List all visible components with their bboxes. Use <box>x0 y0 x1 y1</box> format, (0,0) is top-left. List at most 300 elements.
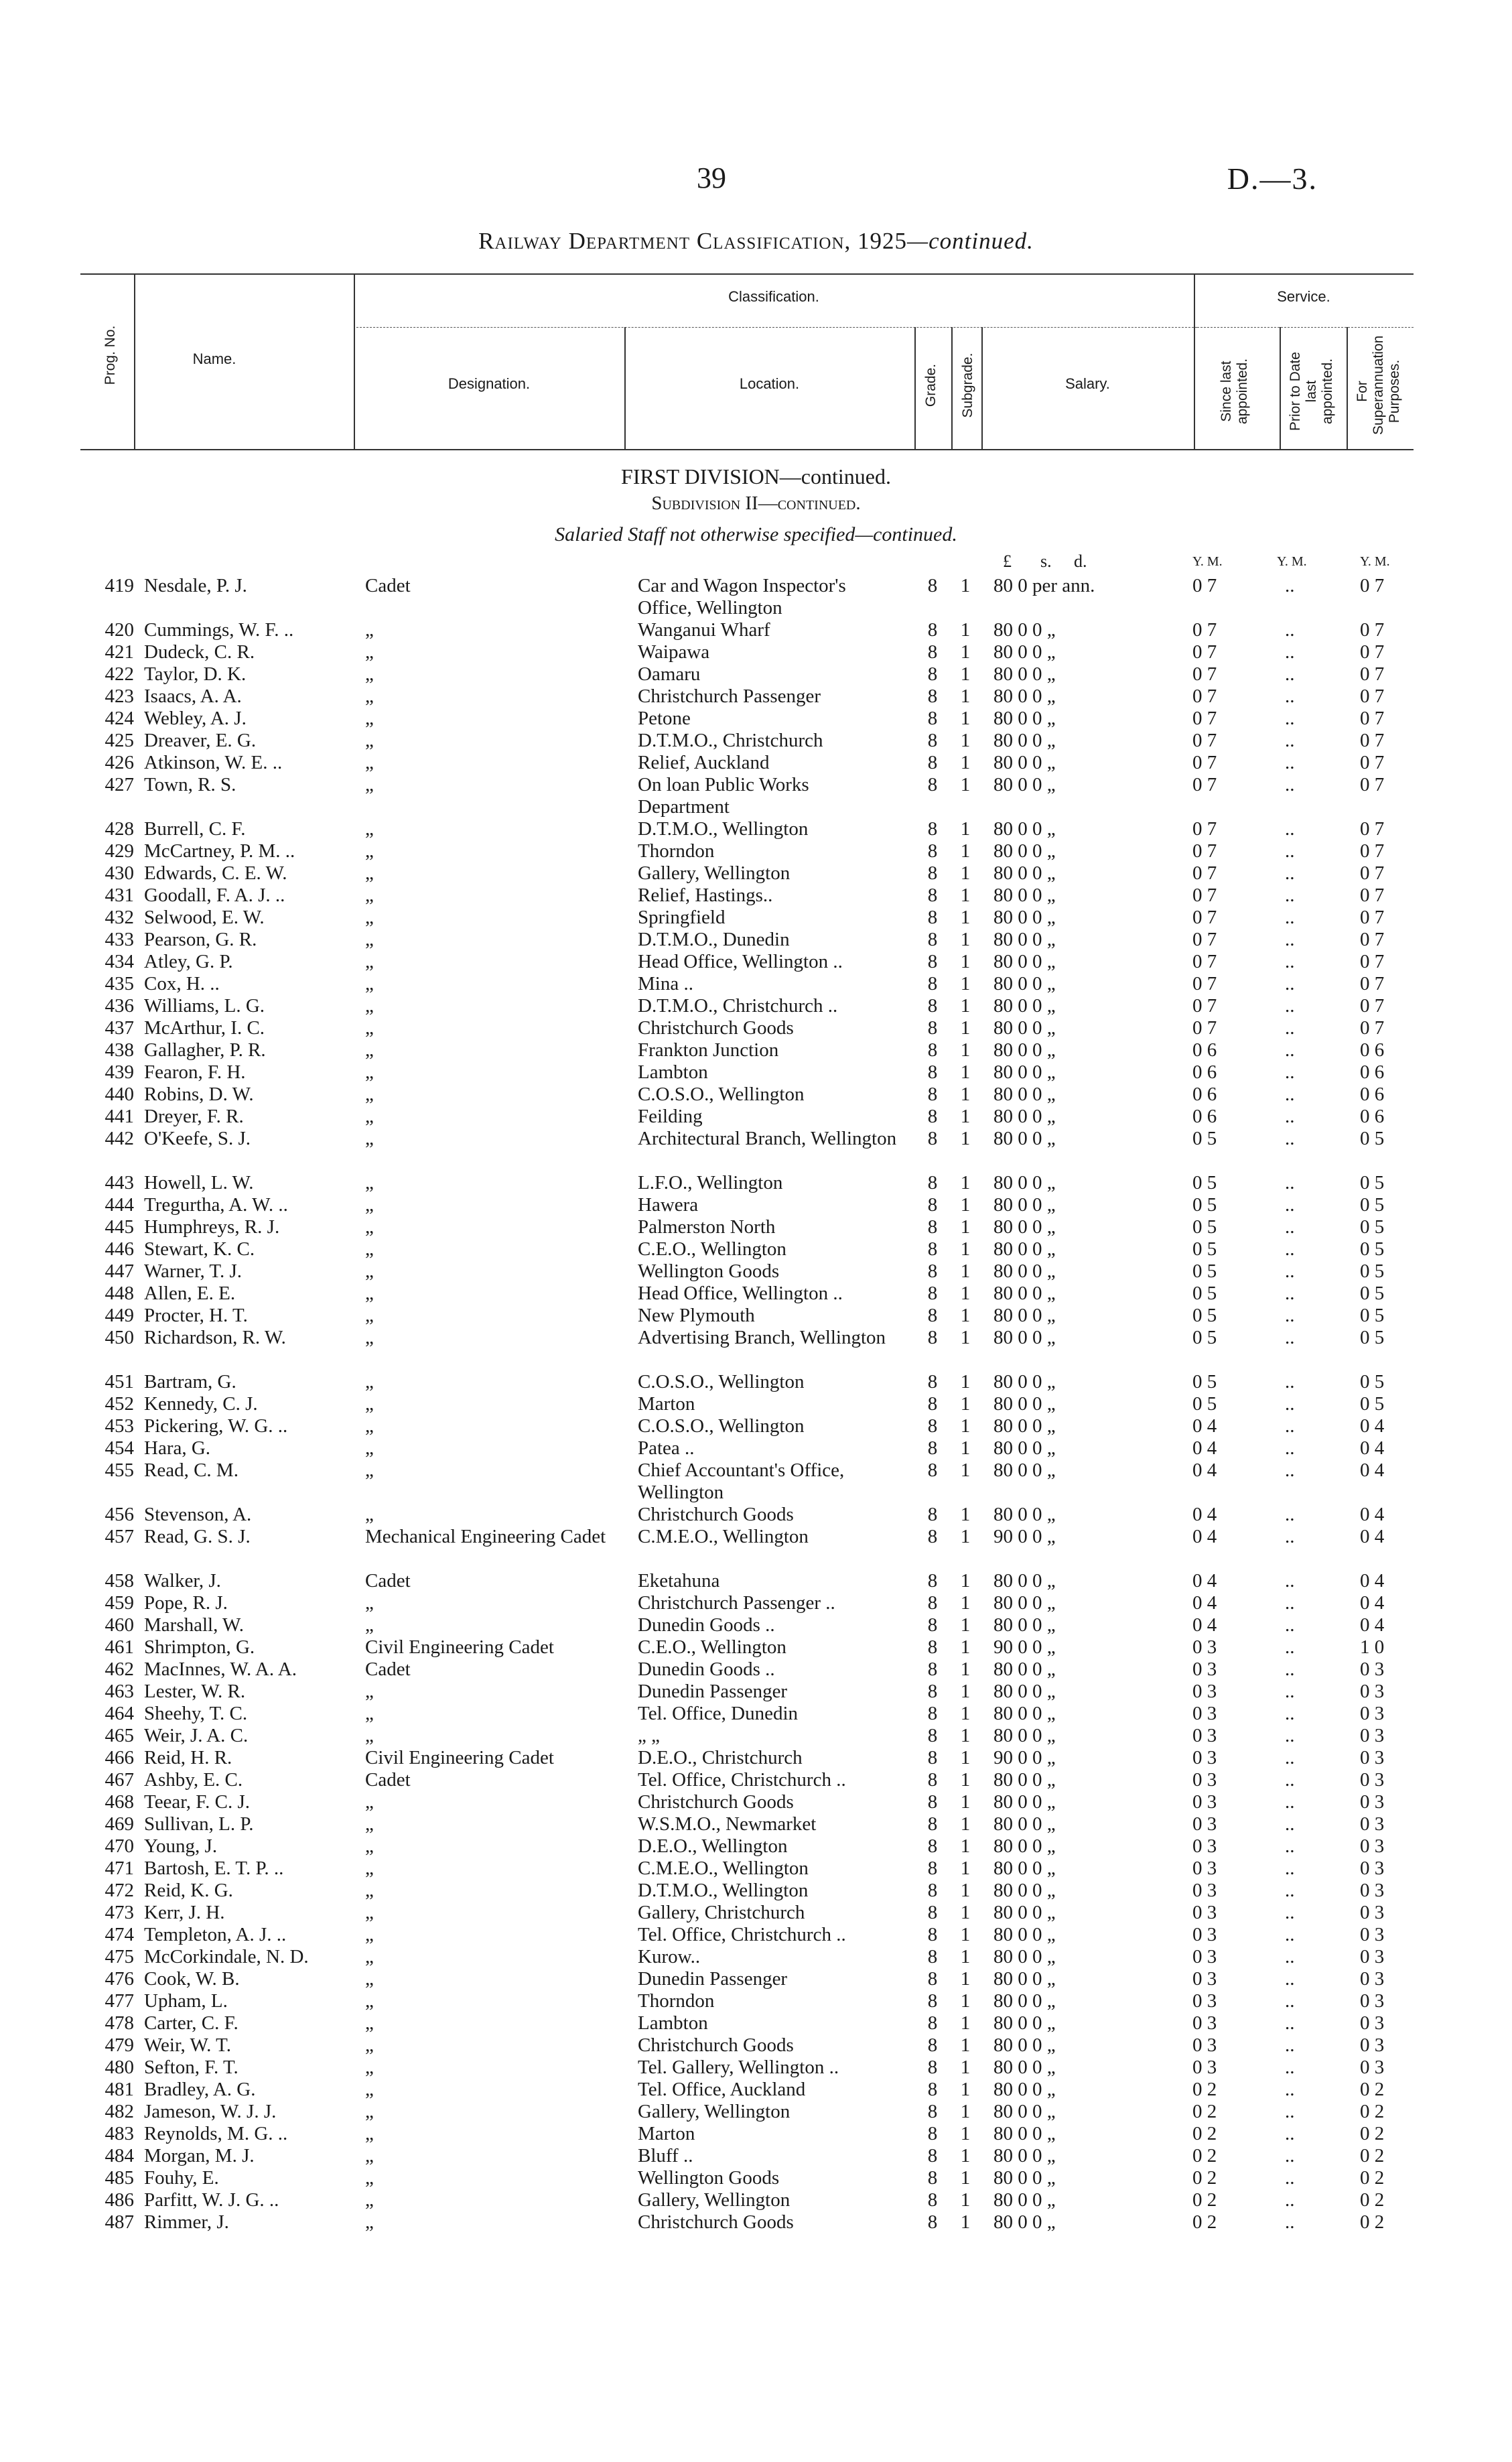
subgrade: 1 <box>960 1791 971 1813</box>
salary: 80 0 0 „ <box>993 1305 1056 1326</box>
service-prior: .. <box>1285 1017 1295 1039</box>
grade: 8 <box>927 1017 938 1039</box>
location: Christchurch Passenger .. <box>638 1592 835 1614</box>
service-prior: .. <box>1285 1570 1295 1592</box>
location: C.M.E.O., Wellington <box>638 1858 809 1879</box>
grade: 8 <box>927 1725 938 1746</box>
designation: „ <box>365 1172 374 1193</box>
row-number: 452 <box>105 1393 134 1415</box>
service-prior: .. <box>1285 1194 1295 1216</box>
title-continued: —continued. <box>907 228 1034 254</box>
service-prior: .. <box>1285 2012 1295 2034</box>
service-prior: .. <box>1285 1636 1295 1658</box>
service-prior: .. <box>1285 1526 1295 1547</box>
subgrade: 1 <box>960 862 971 884</box>
salary: 80 0 0 „ <box>993 2012 1056 2034</box>
service-prior: .. <box>1285 1283 1295 1304</box>
table-row <box>0 951 1512 973</box>
service-prior: .. <box>1285 995 1295 1017</box>
employee-name: Hara, G. <box>144 1437 211 1459</box>
salary: 80 0 per ann. <box>993 575 1095 596</box>
service-superannuation: 0 3 <box>1360 1924 1385 1945</box>
grade: 8 <box>927 1460 938 1481</box>
service-superannuation: 1 0 <box>1360 1636 1385 1658</box>
employee-name: Selwood, E. W. <box>144 907 265 928</box>
subgrade: 1 <box>960 2189 971 2211</box>
row-number: 487 <box>105 2211 134 2233</box>
service-superannuation: 0 2 <box>1360 2079 1385 2100</box>
service-superannuation: 0 3 <box>1360 1681 1385 1702</box>
subgrade: 1 <box>960 1570 971 1592</box>
row-number: 443 <box>105 1172 134 1193</box>
location: Christchurch Goods <box>638 1504 794 1525</box>
salary: 80 0 0 „ <box>993 2167 1056 2189</box>
salary: 80 0 0 „ <box>993 752 1056 773</box>
subdivision-heading <box>0 493 1512 515</box>
employee-name: Atkinson, W. E. .. <box>144 752 283 773</box>
table-row <box>0 1283 1512 1305</box>
employee-name: Marshall, W. <box>144 1614 245 1636</box>
grade: 8 <box>927 1106 938 1127</box>
grade: 8 <box>927 1504 938 1525</box>
table-row <box>0 818 1512 840</box>
service-prior: .. <box>1285 1725 1295 1746</box>
table-row <box>0 1659 1512 1681</box>
table-row <box>0 1327 1512 1371</box>
table-row <box>0 1681 1512 1703</box>
designation: „ <box>365 907 374 928</box>
row-number: 451 <box>105 1371 134 1392</box>
grade: 8 <box>927 840 938 862</box>
designation: „ <box>365 2189 374 2211</box>
employee-name: Lester, W. R. <box>144 1681 246 1702</box>
grade: 8 <box>927 1747 938 1768</box>
grade: 8 <box>927 1260 938 1282</box>
salary: 80 0 0 „ <box>993 1681 1056 1702</box>
table-row <box>0 2123 1512 2145</box>
location: Tel. Office, Christchurch .. <box>638 1924 846 1945</box>
salary: 80 0 0 „ <box>993 1946 1056 1967</box>
row-number: 464 <box>105 1703 134 1724</box>
service-prior: .. <box>1285 840 1295 862</box>
table-row <box>0 2034 1512 2057</box>
location: D.T.M.O., Dunedin <box>638 929 790 950</box>
grade: 8 <box>927 1216 938 1238</box>
designation: „ <box>365 2123 374 2144</box>
employee-name: Fearon, F. H. <box>144 1061 246 1083</box>
row-number: 423 <box>105 686 134 707</box>
service-superannuation: 0 5 <box>1360 1260 1385 1282</box>
employee-name: Dreaver, E. G. <box>144 730 257 751</box>
location: C.O.S.O., Wellington <box>638 1084 805 1105</box>
designation: „ <box>365 1968 374 1990</box>
location: Tel. Gallery, Wellington .. <box>638 2057 839 2078</box>
service-since-last: 0 3 <box>1192 1681 1217 1702</box>
table-row <box>0 2079 1512 2101</box>
location: Tel. Office, Dunedin <box>638 1703 799 1724</box>
header-prog-no: Prog. No. <box>102 325 118 385</box>
location: Christchurch Goods <box>638 1791 794 1813</box>
table-row <box>0 1526 1512 1570</box>
employee-name: Goodall, F. A. J. .. <box>144 885 285 906</box>
service-since-last: 0 5 <box>1192 1216 1217 1238</box>
subgrade: 1 <box>960 1305 971 1326</box>
location: Eketahuna <box>638 1570 720 1592</box>
employee-name: Carter, C. F. <box>144 2012 238 2034</box>
row-number: 465 <box>105 1725 134 1746</box>
row-number: 473 <box>105 1902 134 1923</box>
header-designation: Designation. <box>448 375 531 392</box>
grade: 8 <box>927 1659 938 1680</box>
subgrade: 1 <box>960 663 971 685</box>
table-row <box>0 2167 1512 2189</box>
salary: 80 0 0 „ <box>993 1659 1056 1680</box>
employee-name: Bartosh, E. T. P. .. <box>144 1858 284 1879</box>
table-row <box>0 1106 1512 1128</box>
service-prior: .. <box>1285 1990 1295 2012</box>
employee-name: Morgan, M. J. <box>144 2145 255 2166</box>
row-number: 421 <box>105 641 134 663</box>
row-number: 457 <box>105 1526 134 1547</box>
row-number: 447 <box>105 1260 134 1282</box>
location: Bluff .. <box>638 2145 693 2166</box>
service-since-last: 0 5 <box>1192 1172 1217 1193</box>
designation: „ <box>365 995 374 1017</box>
service-prior: .. <box>1285 1437 1295 1459</box>
designation: „ <box>365 818 374 840</box>
location: D.T.M.O., Wellington <box>638 1880 809 1901</box>
location: Hawera <box>638 1194 699 1216</box>
row-number: 420 <box>105 619 134 641</box>
row-number: 474 <box>105 1924 134 1945</box>
employee-name: Gallagher, P. R. <box>144 1039 266 1061</box>
service-since-last: 0 7 <box>1192 752 1217 773</box>
subgrade: 1 <box>960 1260 971 1282</box>
row-number: 459 <box>105 1592 134 1614</box>
designation: „ <box>365 641 374 663</box>
service-superannuation: 0 7 <box>1360 619 1385 641</box>
service-prior: .. <box>1285 2101 1295 2122</box>
subgrade: 1 <box>960 1703 971 1724</box>
service-since-last: 0 2 <box>1192 2211 1217 2233</box>
service-prior: .. <box>1285 1813 1295 1835</box>
table-row <box>0 1858 1512 1880</box>
header-salary: Salary. <box>1065 375 1110 392</box>
designation: Civil Engineering Cadet <box>365 1747 554 1768</box>
designation: „ <box>365 2034 374 2056</box>
service-prior: .. <box>1285 1504 1295 1525</box>
service-prior: .. <box>1285 708 1295 729</box>
service-since-last: 0 3 <box>1192 1636 1217 1658</box>
subgrade: 1 <box>960 1017 971 1039</box>
employee-name: Pickering, W. G. .. <box>144 1415 288 1437</box>
service-since-last: 0 5 <box>1192 1305 1217 1326</box>
grade: 8 <box>927 1393 938 1415</box>
service-superannuation: 0 7 <box>1360 973 1385 994</box>
row-number: 461 <box>105 1636 134 1658</box>
location: Frankton Junction <box>638 1039 779 1061</box>
service-prior: .. <box>1285 1260 1295 1282</box>
service-since-last: 0 3 <box>1192 2012 1217 2034</box>
service-superannuation: 0 4 <box>1360 1570 1385 1592</box>
employee-name: Nesdale, P. J. <box>144 575 247 596</box>
table-row <box>0 1570 1512 1592</box>
grade: 8 <box>927 862 938 884</box>
designation: „ <box>365 686 374 707</box>
service-superannuation: 0 3 <box>1360 2012 1385 2034</box>
service-superannuation: 0 7 <box>1360 885 1385 906</box>
service-prior: .. <box>1285 1084 1295 1105</box>
location: L.F.O., Wellington <box>638 1172 783 1193</box>
salary: 80 0 0 „ <box>993 995 1056 1017</box>
employee-name: Upham, L. <box>144 1990 228 2012</box>
service-superannuation: 0 7 <box>1360 686 1385 707</box>
table-row <box>0 2012 1512 2034</box>
row-number: 445 <box>105 1216 134 1238</box>
grade: 8 <box>927 1614 938 1636</box>
service-prior: .. <box>1285 2189 1295 2211</box>
table-row <box>0 1216 1512 1238</box>
designation: „ <box>365 1902 374 1923</box>
service-superannuation: 0 4 <box>1360 1614 1385 1636</box>
grade: 8 <box>927 619 938 641</box>
subgrade: 1 <box>960 2211 971 2233</box>
service-superannuation: 0 3 <box>1360 1791 1385 1813</box>
service-since-last: 0 5 <box>1192 1260 1217 1282</box>
table-row <box>0 1791 1512 1813</box>
employee-name: Webley, A. J. <box>144 708 247 729</box>
service-since-last: 0 3 <box>1192 1725 1217 1746</box>
header-service: Service. <box>1277 288 1330 305</box>
salary: 80 0 0 „ <box>993 1194 1056 1216</box>
subgrade: 1 <box>960 951 971 972</box>
table-row <box>0 1172 1512 1194</box>
designation: Mechanical Engineering Cadet <box>365 1526 606 1547</box>
table-row <box>0 1504 1512 1526</box>
service-prior: .. <box>1285 2034 1295 2056</box>
service-since-last: 0 5 <box>1192 1371 1217 1392</box>
row-number: 450 <box>105 1327 134 1348</box>
designation: „ <box>365 1437 374 1459</box>
designation: „ <box>365 1835 374 1857</box>
subgrade: 1 <box>960 1769 971 1791</box>
service-since-last: 0 5 <box>1192 1283 1217 1304</box>
service-superannuation: 0 3 <box>1360 1747 1385 1768</box>
service-superannuation: 0 3 <box>1360 1968 1385 1990</box>
grade: 8 <box>927 1990 938 2012</box>
service-since-last: 0 3 <box>1192 1769 1217 1791</box>
location: Dunedin Goods .. <box>638 1659 775 1680</box>
location: C.M.E.O., Wellington <box>638 1526 809 1547</box>
location: Wellington Goods <box>638 1260 780 1282</box>
location: Advertising Branch, Wellington <box>638 1327 886 1348</box>
table-row <box>0 1061 1512 1084</box>
grade: 8 <box>927 1924 938 1945</box>
location: D.E.O., Wellington <box>638 1835 788 1857</box>
subgrade: 1 <box>960 1636 971 1658</box>
service-prior: .. <box>1285 730 1295 751</box>
employee-name: Ashby, E. C. <box>144 1769 243 1791</box>
row-number: 428 <box>105 818 134 840</box>
service-since-last: 0 7 <box>1192 663 1217 685</box>
subgrade: 1 <box>960 1061 971 1083</box>
location: Thorndon <box>638 1990 715 2012</box>
grade: 8 <box>927 1592 938 1614</box>
service-prior: .. <box>1285 1880 1295 1901</box>
salary: 80 0 0 „ <box>993 1460 1056 1481</box>
service-superannuation: 0 4 <box>1360 1460 1385 1481</box>
salary: 90 0 0 „ <box>993 1636 1056 1658</box>
location: Gallery, Wellington <box>638 2101 791 2122</box>
header-name: Name. <box>192 350 236 367</box>
designation: „ <box>365 1924 374 1945</box>
grade: 8 <box>927 1371 938 1392</box>
service-prior: .. <box>1285 1415 1295 1437</box>
service-since-last: 0 7 <box>1192 840 1217 862</box>
service-superannuation: 0 3 <box>1360 1703 1385 1724</box>
service-superannuation: 0 5 <box>1360 1305 1385 1326</box>
grade: 8 <box>927 1880 938 1901</box>
grade: 8 <box>927 1327 938 1348</box>
row-number: 434 <box>105 951 134 972</box>
service-since-last: 0 3 <box>1192 1703 1217 1724</box>
service-since-last: 0 2 <box>1192 2145 1217 2166</box>
service-since-last: 0 3 <box>1192 1924 1217 1945</box>
location: Oamaru <box>638 663 701 685</box>
subgrade: 1 <box>960 818 971 840</box>
location: Gallery, Christchurch <box>638 1902 805 1923</box>
location: D.E.O., Christchurch <box>638 1747 803 1768</box>
designation: „ <box>365 1061 374 1083</box>
header-location: Location. <box>739 375 800 392</box>
service-since-last: 0 3 <box>1192 1813 1217 1835</box>
salary: 80 0 0 „ <box>993 686 1056 707</box>
table-row <box>0 1194 1512 1216</box>
service-superannuation: 0 2 <box>1360 2145 1385 2166</box>
row-number: 480 <box>105 2057 134 2078</box>
location: Christchurch Goods <box>638 2034 794 2056</box>
row-number: 481 <box>105 2079 134 2100</box>
grade: 8 <box>927 2034 938 2056</box>
grade: 8 <box>927 730 938 751</box>
table-row <box>0 1813 1512 1835</box>
employee-name: Sheehy, T. C. <box>144 1703 248 1724</box>
service-since-last: 0 4 <box>1192 1526 1217 1547</box>
salary: 80 0 0 „ <box>993 2079 1056 2100</box>
service-prior: .. <box>1285 1614 1295 1636</box>
service-since-last: 0 6 <box>1192 1039 1217 1061</box>
salary: 80 0 0 „ <box>993 1039 1056 1061</box>
page-title <box>0 228 1512 255</box>
designation: „ <box>365 1283 374 1304</box>
designation: „ <box>365 752 374 773</box>
row-number: 424 <box>105 708 134 729</box>
subgrade: 1 <box>960 2167 971 2189</box>
unit-pence: d. <box>1074 552 1087 571</box>
service-superannuation: 0 7 <box>1360 951 1385 972</box>
employee-name: Allen, E. E. <box>144 1283 236 1304</box>
service-superannuation: 0 2 <box>1360 2189 1385 2211</box>
employee-name: Weir, J. A. C. <box>144 1725 249 1746</box>
employee-name: Cook, W. B. <box>144 1968 240 1990</box>
subgrade: 1 <box>960 1371 971 1392</box>
row-number: 442 <box>105 1128 134 1149</box>
grade: 8 <box>927 1039 938 1061</box>
employee-name: O'Keefe, S. J. <box>144 1128 251 1149</box>
salary: 80 0 0 „ <box>993 1128 1056 1149</box>
service-superannuation: 0 3 <box>1360 2034 1385 2056</box>
service-prior: .. <box>1285 1460 1295 1481</box>
location: Gallery, Wellington <box>638 2189 791 2211</box>
salary: 80 0 0 „ <box>993 1061 1056 1083</box>
location: Head Office, Wellington .. <box>638 951 843 972</box>
table-row <box>0 885 1512 907</box>
service-since-last: 0 7 <box>1192 774 1217 795</box>
service-since-last: 0 3 <box>1192 1968 1217 1990</box>
service-since-last: 0 7 <box>1192 995 1217 1017</box>
service-prior: .. <box>1285 1327 1295 1348</box>
salary: 80 0 0 „ <box>993 1216 1056 1238</box>
grade: 8 <box>927 1636 938 1658</box>
title-main: Railway Department Classification, 1925 <box>478 228 908 254</box>
table-row <box>0 663 1512 686</box>
employee-name: McCorkindale, N. D. <box>144 1946 309 1967</box>
salary: 80 0 0 „ <box>993 2211 1056 2233</box>
grade: 8 <box>927 2057 938 2078</box>
grade: 8 <box>927 2012 938 2034</box>
grade: 8 <box>927 951 938 972</box>
employee-name: Reid, H. R. <box>144 1747 232 1768</box>
grade: 8 <box>927 973 938 994</box>
subgrade: 1 <box>960 885 971 906</box>
row-number: 431 <box>105 885 134 906</box>
row-number: 470 <box>105 1835 134 1857</box>
service-superannuation: 0 7 <box>1360 708 1385 729</box>
service-superannuation: 0 4 <box>1360 1504 1385 1525</box>
subgrade: 1 <box>960 907 971 928</box>
service-superannuation: 0 5 <box>1360 1128 1385 1149</box>
service-superannuation: 0 4 <box>1360 1415 1385 1437</box>
service-since-last: 0 5 <box>1192 1393 1217 1415</box>
designation: „ <box>365 2012 374 2034</box>
service-prior: .. <box>1285 973 1295 994</box>
service-prior: .. <box>1285 619 1295 641</box>
salary: 80 0 0 „ <box>993 1017 1056 1039</box>
table-row <box>0 840 1512 862</box>
service-superannuation: 0 3 <box>1360 1990 1385 2012</box>
table-row <box>0 752 1512 774</box>
row-number: 454 <box>105 1437 134 1459</box>
page-number: 39 <box>697 161 726 194</box>
subgrade: 1 <box>960 2012 971 2034</box>
designation: „ <box>365 1371 374 1392</box>
subgrade: 1 <box>960 1592 971 1614</box>
location: Christchurch Goods <box>638 2211 794 2233</box>
service-prior: .. <box>1285 1968 1295 1990</box>
location: Christchurch Goods <box>638 1017 794 1039</box>
subgrade: 1 <box>960 1990 971 2012</box>
subgrade: 1 <box>960 1614 971 1636</box>
table-row <box>0 1924 1512 1946</box>
service-since-last: 0 7 <box>1192 951 1217 972</box>
table-row <box>0 1968 1512 1990</box>
row-number: 460 <box>105 1614 134 1636</box>
row-number: 430 <box>105 862 134 884</box>
service-prior: .. <box>1285 774 1295 795</box>
subgrade: 1 <box>960 2145 971 2166</box>
service-since-last: 0 4 <box>1192 1415 1217 1437</box>
salary: 80 0 0 „ <box>993 818 1056 840</box>
